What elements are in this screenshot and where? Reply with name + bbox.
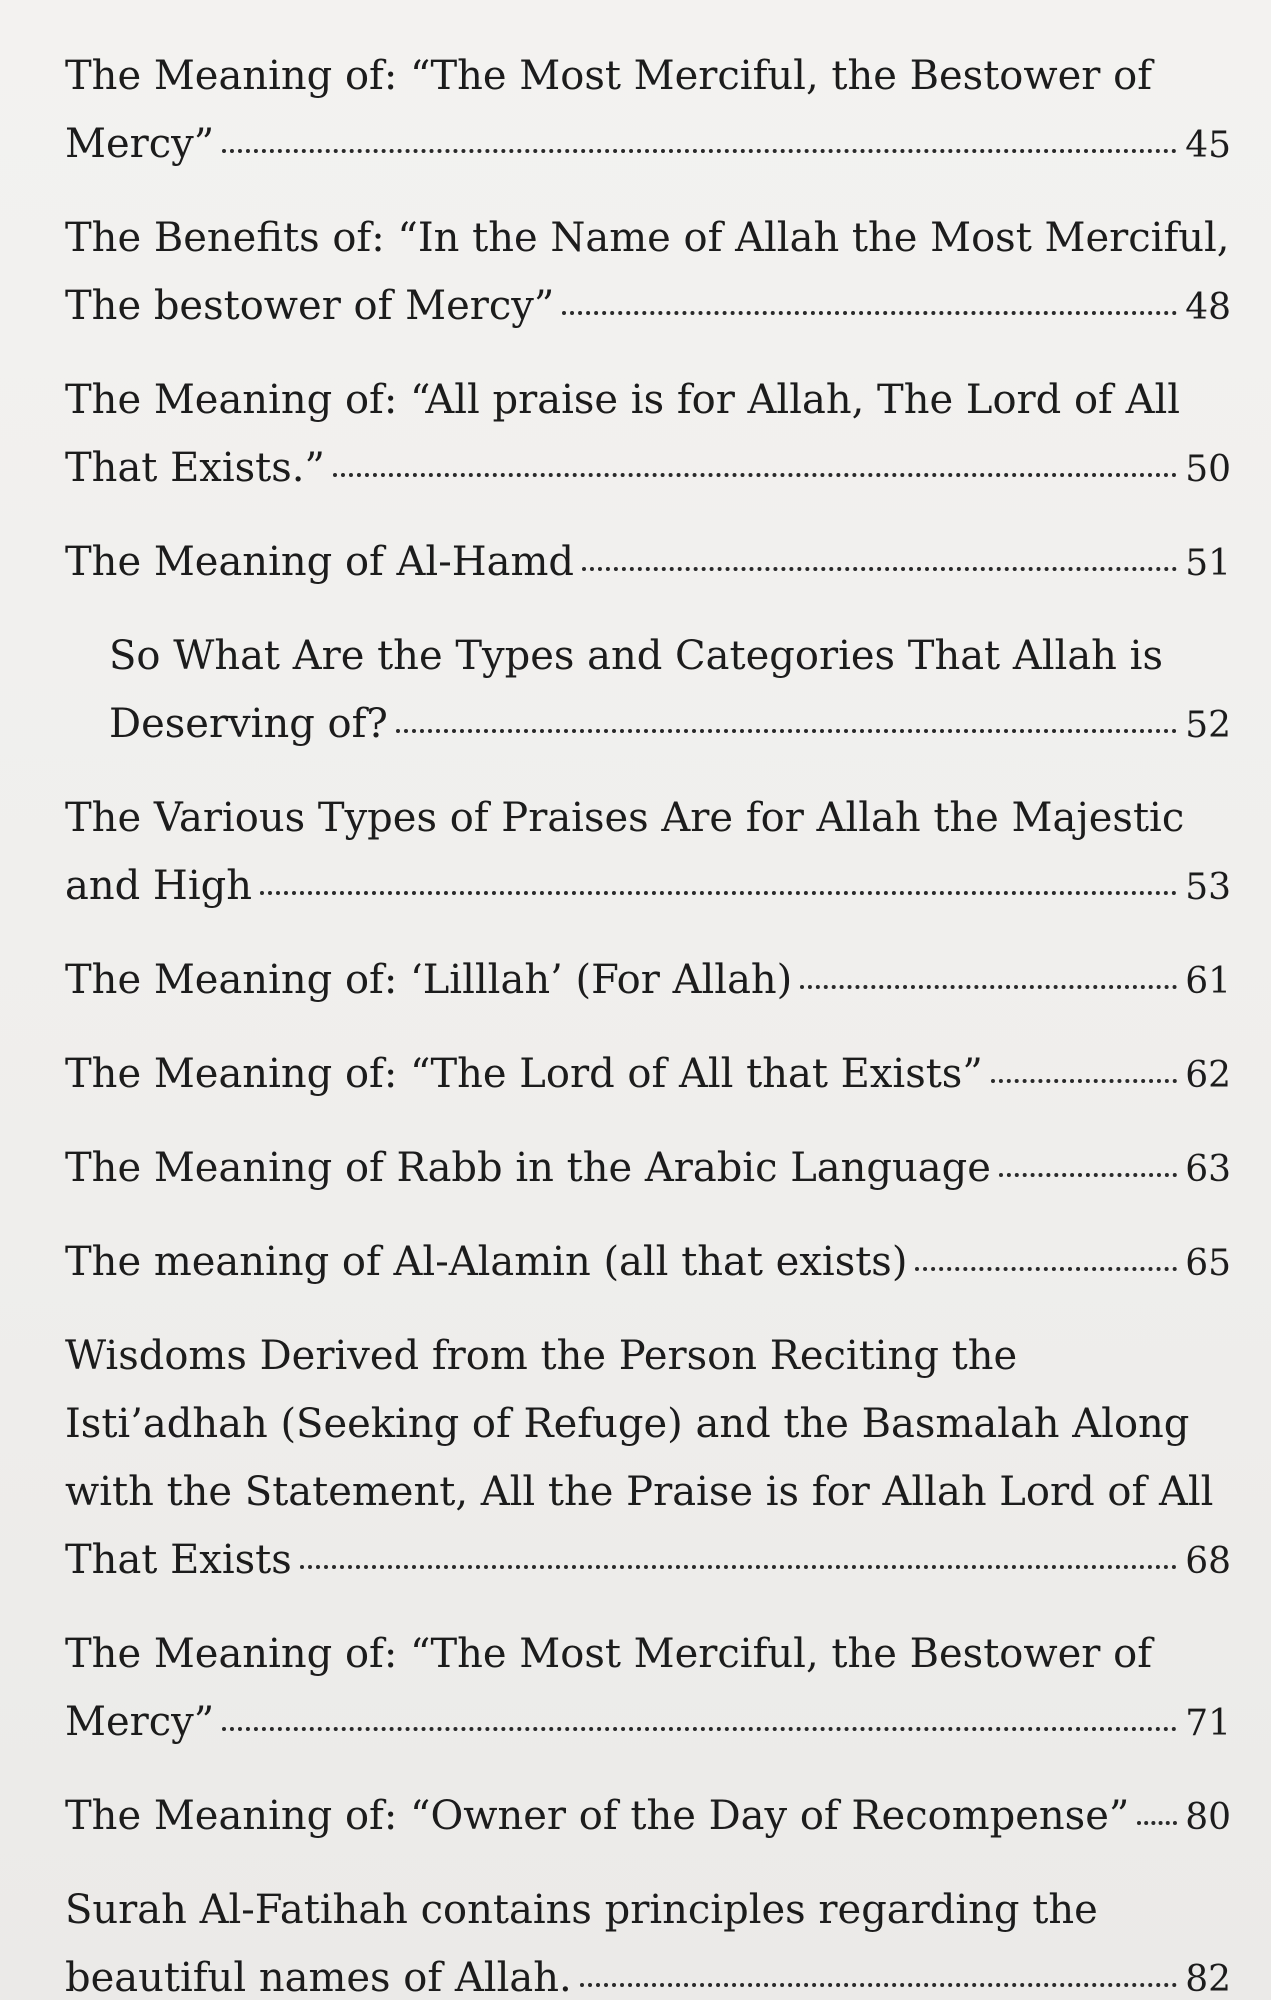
- toc-entry-title-line: Surah Al-Fatihah contains principles regarding the: [65, 1887, 1098, 1933]
- toc-entry-title-line: and High: [65, 863, 252, 909]
- toc-entry-title-line: Isti’adhah (Seeking of Refuge) and the Basmalah Along: [65, 1401, 1190, 1447]
- toc-page-number: 51: [1185, 543, 1231, 584]
- toc-entry-title-line: The Benefits of: “In the Name of Allah the Most Merciful,: [65, 215, 1230, 261]
- dot-leader: [582, 567, 1177, 571]
- toc-page-number: 71: [1185, 1703, 1231, 1744]
- dot-leader: [396, 729, 1177, 733]
- toc-entry-title-line: beautiful names of Allah.: [65, 1955, 572, 2000]
- toc-page-number: 82: [1185, 1959, 1231, 2000]
- dot-leader: [1137, 1821, 1177, 1825]
- dot-leader: [580, 1983, 1178, 1987]
- toc-page-number: 50: [1185, 449, 1231, 490]
- toc-entry-title-line: Wisdoms Derived from the Person Reciting the: [65, 1333, 1018, 1379]
- dot-leader: [300, 1565, 1177, 1569]
- toc-entry[interactable]: [65, 784, 1231, 922]
- toc-entry-title-line: That Exists.”: [65, 445, 325, 491]
- toc-entry-title-line: The Meaning of Al-Hamd: [65, 539, 575, 585]
- toc-entry[interactable]: [65, 42, 1231, 180]
- dot-leader: [222, 149, 1177, 153]
- toc-entry[interactable]: [65, 622, 1231, 760]
- toc-entry[interactable]: [65, 1322, 1231, 1596]
- toc-entry[interactable]: [65, 1782, 1231, 1852]
- toc-entry[interactable]: [65, 1040, 1231, 1110]
- toc-page-number: 65: [1185, 1243, 1231, 1284]
- toc-entry-title-line: Mercy”: [65, 1699, 215, 1745]
- toc-entry-title-line: So What Are the Types and Categories That Allah is: [109, 633, 1163, 679]
- toc-page-number: 48: [1185, 287, 1231, 328]
- toc-entry-title-line: Mercy”: [65, 121, 215, 167]
- toc-entry[interactable]: [65, 1228, 1231, 1298]
- toc-entry-last-line: [65, 946, 1231, 1016]
- toc-entry[interactable]: [65, 946, 1231, 1016]
- toc-entry-title-line: The Meaning of: “The Most Merciful, the Bestower of: [65, 53, 1152, 99]
- toc-entry[interactable]: [65, 1620, 1231, 1758]
- toc-entry-last-line: [65, 110, 1231, 180]
- toc-entry-last-line: [65, 1228, 1231, 1298]
- dot-leader: [333, 473, 1177, 477]
- toc-entry[interactable]: [65, 528, 1231, 598]
- table-of-contents: [65, 42, 1231, 2000]
- toc-entry-title-line: Deserving of?: [109, 701, 388, 747]
- toc-entry-title-line: The Meaning of: “All praise is for Allah, The Lord of All: [65, 377, 1181, 423]
- toc-entry[interactable]: [65, 1134, 1231, 1204]
- toc-entry-last-line: [65, 1526, 1231, 1596]
- toc-entry-last-line: [65, 852, 1231, 922]
- toc-page-number: 61: [1185, 961, 1231, 1002]
- toc-entry-last-line: [65, 1688, 1231, 1758]
- toc-entry-title-line: The Meaning of: “The Most Merciful, the Bestower of: [65, 1631, 1152, 1677]
- toc-entry-title-line: That Exists: [65, 1537, 292, 1583]
- toc-entry[interactable]: [65, 204, 1231, 342]
- toc-entry-last-line: [65, 528, 1231, 598]
- toc-page-number: 45: [1185, 125, 1231, 166]
- toc-entry[interactable]: [65, 366, 1231, 504]
- toc-entry-last-line: [65, 1782, 1231, 1852]
- toc-page-number: 53: [1185, 867, 1231, 908]
- toc-entry-title-line: The Various Types of Praises Are for Allah the Majestic: [65, 795, 1185, 841]
- dot-leader: [260, 891, 1177, 895]
- dot-leader: [915, 1267, 1177, 1271]
- dot-leader: [800, 985, 1177, 989]
- dot-leader: [999, 1173, 1177, 1177]
- toc-entry-last-line: [65, 1944, 1231, 2000]
- dot-leader: [991, 1079, 1177, 1083]
- toc-entry-title-line: The Meaning of Rabb in the Arabic Language: [65, 1145, 991, 1191]
- toc-entry-title-line: The meaning of Al-Alamin (all that exists): [65, 1239, 908, 1285]
- toc-entry-last-line: [65, 1040, 1231, 1110]
- toc-page-number: 68: [1185, 1541, 1231, 1582]
- toc-entry-title-line: The Meaning of: “The Lord of All that Exists”: [65, 1051, 983, 1097]
- dot-leader: [222, 1727, 1177, 1731]
- toc-entry-title-line: The Meaning of: “Owner of the Day of Recompense”: [65, 1793, 1130, 1839]
- toc-entry-title-line: The Meaning of: ‘Lilllah’ (For Allah): [65, 957, 793, 1003]
- toc-page-number: 52: [1185, 705, 1231, 746]
- dot-leader: [562, 311, 1177, 315]
- toc-entry-last-line: [109, 690, 1231, 760]
- toc-entry-last-line: [65, 272, 1231, 342]
- toc-page-number: 62: [1185, 1055, 1231, 1096]
- toc-entry-last-line: [65, 434, 1231, 504]
- toc-page-number: 80: [1185, 1797, 1231, 1838]
- toc-entry-title-line: The bestower of Mercy”: [65, 283, 555, 329]
- toc-entry-last-line: [65, 1134, 1231, 1204]
- toc-entry[interactable]: [65, 1876, 1231, 2000]
- toc-entry-title-line: with the Statement, All the Praise is for Allah Lord of All: [65, 1469, 1214, 1515]
- toc-page-number: 63: [1185, 1149, 1231, 1190]
